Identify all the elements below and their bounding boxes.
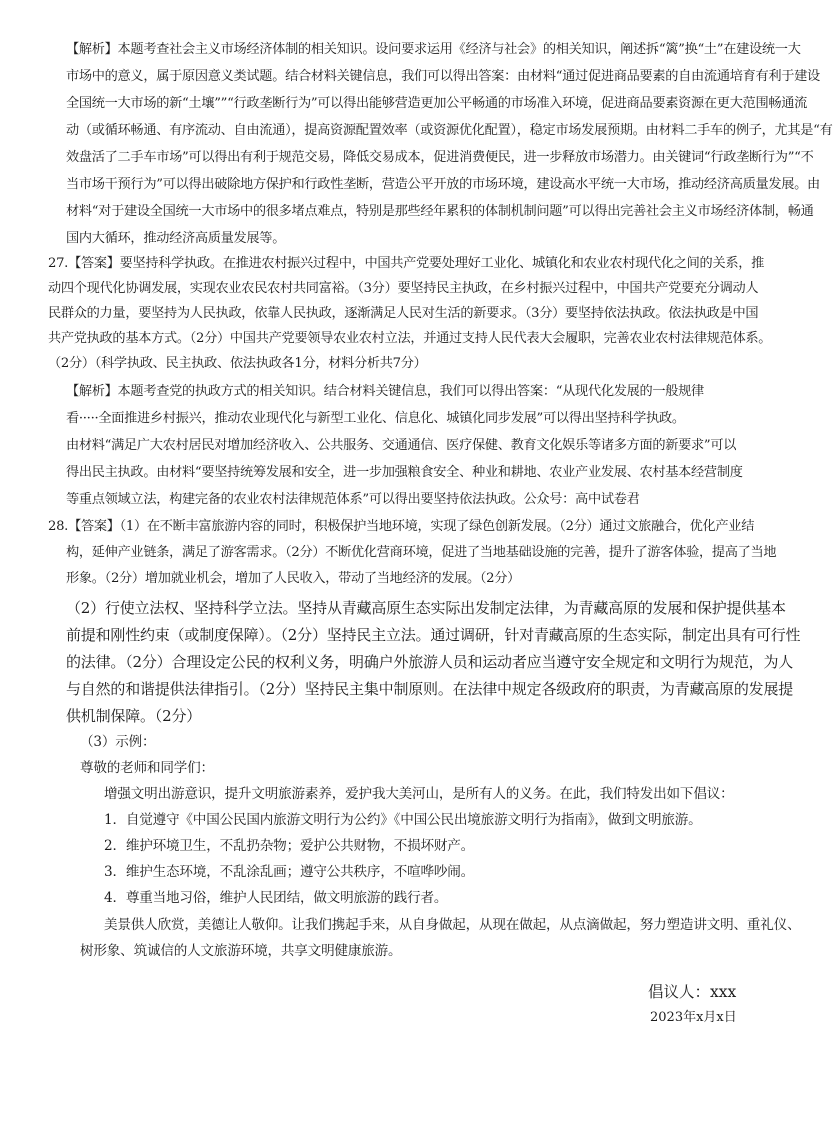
text-line: 民群众的力量，要坚持为人民执政，依靠人民执政，逐渐满足人民对生活的新要求。（3分）要坚持依法执政。依法执政是中国 [48,306,759,321]
text-line: 与自然的和谐提供法律指引。（2分）坚持民主集中制原则。在法律中规定各级政府的职责，为青藏高原的发展提 [66,680,794,698]
text-line: 得出民主执政。由材料“要坚持统筹发展和安全，进一步加强粮食安全、种业和耕地、农业产业发展、农村基本经营制度 [66,465,743,480]
proposal-closing: 树形象、筑诚信的人文旅游环境，共享文明健康旅游。 [80,943,402,959]
proposal-item: 1．自觉遵守《中国公民国内旅游文明行为公约》《中国公民出境旅游文明行为指南》，做到文明旅游。 [104,812,702,828]
text-line: 材料“对于建设全国统一大市场中的很多堵点难点，特别是那些经年累积的体制机制问题”可以得出完善社会主义市场经济体制，畅通 [66,204,814,219]
text-line: 等重点领域立法，构建完备的农业农村法律规范体系”可以得出要坚持依法执政。公众号：高中试卷君 [66,492,640,507]
text-line: 的法律。（2分）合理设定公民的权利义务，明确户外旅游人员和运动者应当遵守安全规定和文明行为规范，为人 [66,653,794,671]
text-line: 市场中的意义，属于原因意义类试题。结合材料关键信息，我们可以得出答案：由材料“通过促进商品要素的自由流通培育有利于建设 [66,69,820,84]
text-line: 效盘活了二手车市场”可以得出有利于规范交易，降低交易成本，促进消费便民，进一步释放市场潜力。由关键词“行政垄断行为”“不 [66,150,814,165]
proposal-item: 4．尊重当地习俗，维护人民团结，做文明旅游的践行者。 [104,890,448,906]
proposal-signature: 倡议人：xxx [648,983,737,1001]
text-line: 前提和刚性约束（或制度保障）。（2分）坚持民主立法。通过调研，针对青藏高原的生态实际，制定出具有可行性 [66,626,801,644]
text-line: 动四个现代化协调发展，实现农业农民农村共同富裕。（3分）要坚持民主执政，在乡村振兴过程中，中国共产党要充分调动人 [48,281,759,296]
text-line: 当市场干预行为”可以得出破除地方保护和行政性垄断，营造公平开放的市场环境，建设高水平统一大市场，推动经济高质量发展。由 [66,177,820,192]
text-line: 构，延伸产业链条，满足了游客需求。（2分）不断优化营商环境，促进了当地基础设施的完善，提升了游客体验，提高了当地 [66,545,777,560]
text-line: 形象。（2分）增加就业机会，增加了人民收入，带动了当地经济的发展。（2分） [66,571,521,586]
text-line: 供机制保障。（2分） [66,707,202,725]
proposal-intro: 增强文明出游意识，提升文明旅游素养，爱护我大美河山，是所有人的义务。在此，我们特发出如下倡议： [104,786,734,802]
proposal-item: 3．维护生态环境，不乱涂乱画；遵守公共秩序，不喧哗吵闹。 [104,864,475,880]
text-line: 国内大循环，推动经济高质量发展等。 [66,231,286,246]
text-line: 由材料“满足广大农村居民对增加经济收入、公共服务、交通通信、医疗保健、教育文化娱乐等诸多方面的新要求”可以 [66,438,737,453]
text-line: （2分）（科学执政、民主执政、依法执政各1分，材料分析共7分） [48,356,427,371]
proposal-closing: 美景供人欣赏，美德让人敬仰。让我们携起手来，从自身做起，从现在做起，从点滴做起，努力塑造讲文明、重礼仪、 [104,917,801,933]
text-line: 共产党执政的基本方式。（2分）中国共产党要领导农业农村立法，并通过支持人民代表大会履职，完善农业农村法律规范体系。 [48,331,772,346]
text-line: 27.【答案】要坚持科学执政。在推进农村振兴过程中，中国共产党要处理好工业化、城镇化和农业农村现代化之间的关系，推 [48,256,764,271]
text-line: 动（或循环畅通、有序流动、自由流通），提高资源配置效率（或资源优化配置），稳定市场发展预期。由材料二手车的例子，尤其是“有 [66,123,833,138]
proposal-item: 2．维护环境卫生，不乱扔杂物；爱护公共财物，不损坏财产。 [104,838,475,854]
text-line: 28.【答案】（1）在不断丰富旅游内容的同时，积极保护当地环境，实现了绿色创新发展。（2分）通过文旅融合，优化产业结 [48,519,755,534]
proposal-greeting: 尊敬的老师和同学们： [80,760,214,776]
text-line: 【解析】本题考查社会主义市场经济体制的相关知识。设问要求运用《经济与社会》的相关知识，阐述拆“篱”换“土”在建设统一大 [66,42,801,57]
text-line: 全国统一大市场的新“土壤””“行政垄断行为”可以得出能够营造更加公平畅通的市场准入环境，促进商品要素资源在更大范围畅通流 [66,96,808,111]
text-line: （2）行使立法权、坚持科学立法。坚持从青藏高原生态实际出发制定法律，为青藏高原的发展和保护提供基本 [66,599,786,617]
text-line: 看·····全面推进乡村振兴，推动农业现代化与新型工业化、信息化、城镇化同步发展”可以得出坚持科学执政。 [66,411,685,426]
text-line: 【解析】本题考查党的执政方式的相关知识。结合材料关键信息，我们可以得出答案：“从现代化发展的一般规律 [66,384,704,399]
part-label: （3）示例： [80,734,156,750]
proposal-date: 2023年x月x日 [650,1010,737,1025]
